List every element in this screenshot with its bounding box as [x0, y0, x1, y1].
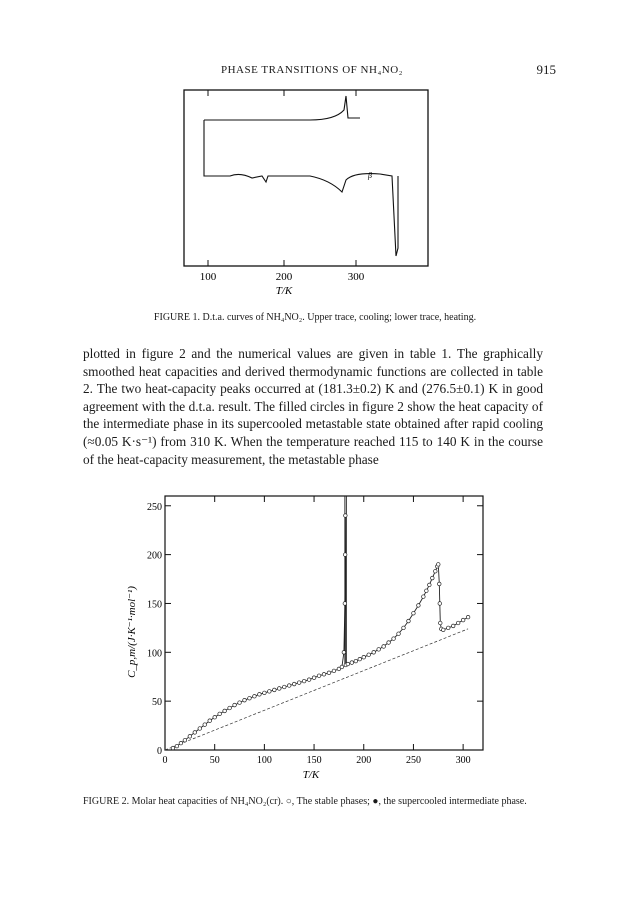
data-point: [292, 682, 296, 686]
data-point: [441, 628, 445, 632]
data-point: [213, 715, 217, 719]
data-point: [344, 514, 348, 518]
data-point: [387, 641, 391, 645]
data-point: [175, 744, 179, 748]
y-tick-label: 0: [157, 746, 162, 757]
data-point: [446, 626, 450, 630]
data-point: [218, 712, 222, 716]
data-point: [350, 661, 354, 665]
data-point: [332, 669, 336, 673]
plot-frame: [165, 496, 483, 750]
data-point: [188, 735, 192, 739]
data-point: [179, 741, 183, 745]
x-tick-label: 200: [356, 755, 372, 766]
data-point: [434, 569, 438, 573]
data-point: [193, 731, 197, 735]
dta-plot: [170, 84, 450, 304]
dta-tick-label: 100: [199, 271, 217, 283]
data-point: [461, 618, 465, 622]
data-point: [407, 619, 411, 623]
data-point: [277, 687, 281, 691]
x-axis-label: T/K: [302, 769, 320, 781]
data-point: [183, 738, 187, 742]
x-tick-label: 150: [306, 755, 322, 766]
figure-1: [170, 84, 450, 304]
dta-frame: [184, 90, 428, 266]
figure-2: [115, 482, 495, 792]
data-point: [268, 690, 272, 694]
x-tick-label: 100: [256, 755, 272, 766]
data-point: [171, 746, 175, 750]
paragraph: plotted in figure 2 and the numerical values are given in table 1. The graphically smoothed heat capacities and derived thermodynamic functions are collected in table 2. The two heat-capacity peaks occurred at (181.3±0.2) K and (276.5±0.1) K in good agreement with the d.t.a. result. The filled circles in figure 2 show the heat capacity of the intermediate phase in its supercooled metastable state obtained after rapid cooling (≈0.05 K·s⁻¹) from 310 K. When the temperature reached 115 to 140 K in the course of the heat-capacity measurement, the metastable phase: [83, 346, 543, 467]
data-point: [392, 637, 396, 641]
data-point: [456, 621, 460, 625]
data-point: [263, 691, 267, 695]
data-point: [422, 595, 426, 599]
data-point: [343, 553, 347, 557]
data-point: [412, 611, 416, 615]
x-tick-label: 50: [209, 755, 220, 766]
data-point: [248, 696, 252, 700]
data-point: [367, 653, 371, 657]
data-point: [417, 604, 421, 608]
x-tick-label: 300: [455, 755, 471, 766]
data-point: [343, 602, 347, 606]
data-point: [451, 624, 455, 628]
data-point: [377, 648, 381, 652]
x-tick-label: 0: [162, 755, 168, 766]
data-point: [382, 645, 386, 649]
page-number: 915: [536, 62, 556, 77]
data-point: [438, 602, 442, 606]
data-point: [354, 659, 358, 663]
data-point: [243, 698, 247, 702]
y-tick-label: 150: [147, 599, 162, 611]
data-point: [312, 676, 316, 680]
data-point: [307, 678, 311, 682]
data-point: [342, 651, 346, 655]
data-point: [425, 589, 429, 593]
dta-tick-label: 300: [347, 271, 365, 283]
lattice-baseline: [165, 629, 468, 750]
data-point: [466, 615, 470, 619]
dta-cooling-trace: [204, 96, 360, 120]
data-point: [327, 671, 331, 675]
y-tick-label: 250: [147, 501, 162, 513]
data-point: [198, 727, 202, 731]
data-point: [346, 662, 350, 666]
data-point: [287, 684, 291, 688]
data-point: [438, 621, 442, 625]
dta-beta-label: β: [368, 171, 372, 180]
data-point: [228, 706, 232, 710]
y-tick-label: 50: [152, 697, 162, 709]
data-point: [431, 576, 435, 580]
dta-tick-label: 200: [275, 271, 293, 283]
dta-heating-trace: [204, 120, 398, 256]
y-tick-label: 200: [147, 550, 162, 562]
data-point: [297, 681, 301, 685]
figure-2-caption: FIGURE 2. Molar heat capacities of NH₄NO₂(cr). ○, The stable phases; ●, the supercooled intermediate phase.: [83, 796, 527, 807]
data-point: [208, 719, 212, 723]
x-tick-label: 250: [405, 755, 421, 766]
heat-capacity-chart: [115, 482, 495, 792]
data-point: [203, 723, 207, 727]
data-point: [223, 709, 227, 713]
y-tick-label: 100: [147, 648, 162, 660]
dta-xlabel: T/K: [275, 285, 293, 297]
data-point: [437, 582, 441, 586]
data-point: [322, 672, 326, 676]
data-point: [436, 563, 440, 567]
data-point: [358, 657, 362, 661]
data-point: [402, 626, 406, 630]
y-axis-label: C_p,m/(J·K⁻¹·mol⁻¹): [126, 586, 138, 678]
data-point: [253, 694, 257, 698]
data-point: [282, 685, 286, 689]
data-point: [317, 674, 321, 678]
data-point: [397, 632, 401, 636]
running-title: PHASE TRANSITIONS OF NH₄NO₂: [220, 64, 403, 76]
body-text: [83, 345, 543, 468]
y-axis-label-group: [126, 586, 138, 678]
data-point: [302, 679, 306, 683]
data-point: [258, 693, 262, 697]
data-point: [362, 655, 366, 659]
data-point: [372, 651, 376, 655]
data-point: [233, 703, 237, 707]
page-header: [0, 62, 624, 82]
data-point: [428, 583, 432, 587]
data-point: [273, 688, 277, 692]
heat-capacity-curve: [173, 516, 468, 749]
data-point: [340, 665, 344, 669]
figure-1-caption: FIGURE 1. D.t.a. curves of NH₄NO₂. Upper trace, cooling; lower trace, heating.: [153, 312, 477, 323]
data-point: [238, 701, 242, 705]
